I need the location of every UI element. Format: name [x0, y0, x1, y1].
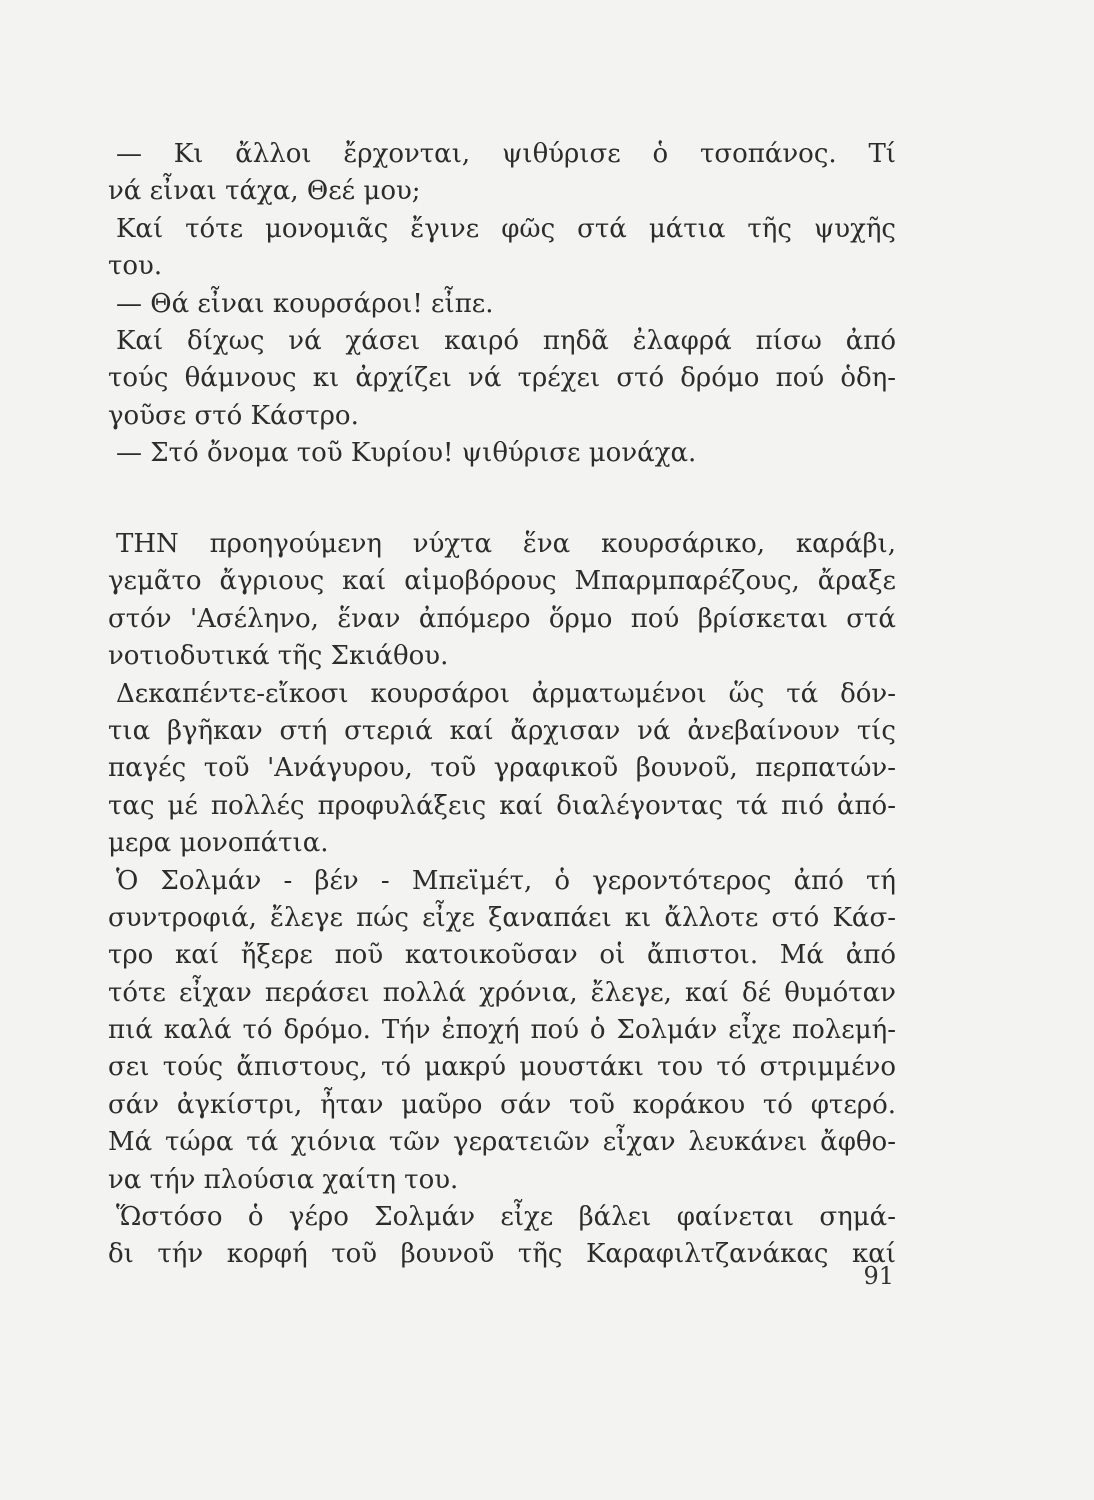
text-line: δι τήν κορφή τοῦ βουνοῦ τῆς Καραφιλτζανάκας καί [108, 1239, 896, 1270]
text-line: ΤΗΝ προηγούμενη νύχτα ἕνα κουρσάρικο, καράβι, [116, 529, 896, 559]
text-line: Μά τώρα τά χιόνια τῶν γερατειῶν εἶχαν λευκάνει ἄφθο- [108, 1127, 896, 1158]
text-line: νοτιοδυτικά τῆς Σκιάθου. [108, 641, 449, 672]
text-line: τότε εἶχαν περάσει πολλά χρόνια, ἔλεγε, καί δέ θυμόταν [108, 977, 896, 1008]
narrative-section [108, 526, 896, 1274]
text-line: γεμᾶτο ἄγριους καί αἱμοβόρους Μπαρμπαρέζους, ἄραξε [108, 566, 896, 597]
text-line: Ὁ Σολμάν - βέν - Μπεϊμέτ, ὁ γεροντότερος ἀπό τή [116, 865, 896, 896]
text-line: — Κι ἄλλοι ἔρχονται, ψιθύρισε ὁ τσοπάνος. Τί [116, 139, 896, 169]
text-line: — Στό ὄνομα τοῦ Κυρίου! ψιθύρισε μονάχα. [116, 438, 697, 469]
text-line: στόν 'Ασέληνο, ἕναν ἀπόμερο ὅρμο πού βρίσκεται στά [108, 603, 896, 634]
text-line: τρο καί ἤξερε ποῦ κατοικοῦσαν οἱ ἄπιστοι. Μά ἀπό [108, 940, 896, 971]
text-line: νά εἶναι τάχα, Θεέ μου; [108, 176, 421, 207]
text-line: τούς θάμνους κι ἀρχίζει νά τρέχει στό δρόμο πού ὁδη- [108, 363, 896, 394]
text-line: παγές τοῦ 'Ανάγυρου, τοῦ γραφικοῦ βουνοῦ, περπατών- [108, 753, 896, 784]
text-line: Δεκαπέντε-εἴκοσι κουρσάροι ἀρματωμένοι ὥς τά δόν- [116, 678, 896, 709]
text-line: — Θά εἶναι κουρσάροι! εἶπε. [116, 288, 494, 319]
text-line: πιά καλά τό δρόμο. Τήν ἐποχή πού ὁ Σολμάν εἶχε πολεμή- [108, 1015, 896, 1046]
text-line: του. [108, 251, 163, 282]
page-number: 91 [863, 1262, 894, 1290]
text-line: σάν ἀγκίστρι, ἦταν μαῦρο σάν τοῦ κοράκου τό φτερό. [108, 1089, 896, 1120]
text-line: μερα μονοπάτια. [108, 828, 329, 859]
text-line: Καί δίχως νά χάσει καιρό πηδᾶ ἐλαφρά πίσω ἀπό [116, 325, 896, 356]
text-line: τια βγῆκαν στή στεριά καί ἄρχισαν νά ἀνεβαίνουν τίς [108, 715, 896, 746]
text-line: να τήν πλούσια χαίτη του. [108, 1164, 459, 1195]
text-line: γοῦσε στό Κάστρο. [108, 400, 359, 431]
text-line: σει τούς ἄπιστους, τό μακρύ μουστάκι του τό στριμμένο [108, 1052, 896, 1083]
text-line: τας μέ πολλές προφυλάξεις καί διαλέγοντας τά πιό ἀπό- [108, 790, 896, 821]
text-line: Ὥστόσο ὁ γέρο Σολμάν εἶχε βάλει φαίνεται σημά- [116, 1202, 896, 1233]
dialogue-section [108, 136, 896, 473]
text-line: Καί τότε μονομιᾶς ἔγινε φῶς στά μάτια τῆς ψυχῆς [116, 213, 896, 244]
text-line: συντροφιά, ἔλεγε πώς εἶχε ξαναπάει κι ἄλλοτε στό Κάσ- [108, 902, 896, 933]
